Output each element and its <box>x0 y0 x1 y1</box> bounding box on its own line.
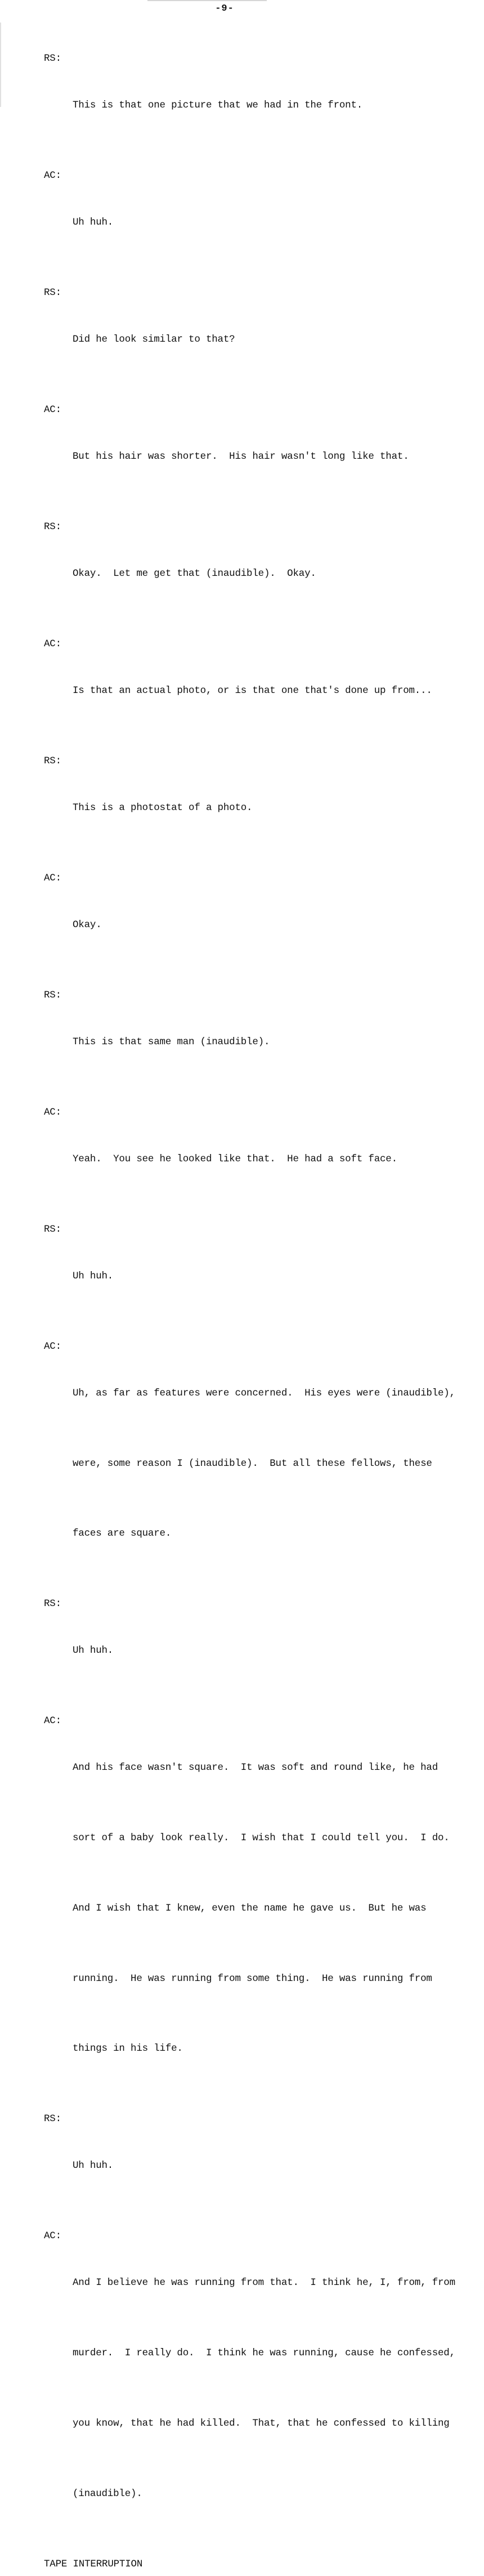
transcript-entry <box>44 867 472 984</box>
speech-line: And his face wasn't square. It was soft and round like, he had <box>73 1762 438 1774</box>
speech-line: murder. I really do. I think he was running, cause he confessed, <box>73 2347 455 2359</box>
transcript-entry <box>44 2108 472 2225</box>
speech-line: running. He was running from some thing. He was running from <box>73 1973 432 1984</box>
speaker-label: AC: <box>44 1106 61 1118</box>
speaker-label: AC: <box>44 1340 61 1352</box>
transcript-entry <box>44 1335 472 1593</box>
tape-interruption-note: TAPE INTERRUPTION <box>44 2558 143 2570</box>
transcript-entry <box>44 2225 472 2552</box>
transcript-entry <box>44 1593 472 1710</box>
speaker-label: AC: <box>44 169 61 181</box>
speaker-label: RS: <box>44 2113 61 2125</box>
speech-text <box>73 984 472 1101</box>
speaker-label: AC: <box>44 638 61 650</box>
speaker-label: AC: <box>44 872 61 884</box>
speech-line: things in his life. <box>73 2043 183 2055</box>
speaker-label: RS: <box>44 1223 61 1235</box>
speech-text <box>73 1593 472 1710</box>
speech-text <box>73 2108 472 2225</box>
speaker-label: RS: <box>44 53 61 64</box>
speaker-label: AC: <box>44 404 61 415</box>
speaker-label: RS: <box>44 1598 61 1610</box>
speech-line: This is that one picture that we had in the front. <box>73 100 363 111</box>
speech-line: Yeah. You see he looked like that. He had a soft face. <box>73 1153 397 1165</box>
speech-line: But his hair was shorter. His hair wasn't long like that. <box>73 451 409 463</box>
transcript-entry <box>44 281 472 399</box>
speech-text <box>73 1710 472 2108</box>
speech-text <box>73 750 472 867</box>
transcript-entry <box>44 984 472 1101</box>
speaker-label: AC: <box>44 2230 61 2242</box>
speech-text <box>73 867 472 984</box>
transcript-entry <box>44 1710 472 2108</box>
speaker-label: RS: <box>44 989 61 1001</box>
speech-line: Did he look similar to that? <box>73 334 235 346</box>
speech-text <box>73 1335 472 1593</box>
speech-line: faces are square. <box>73 1528 172 1540</box>
speech-line: And I believe he was running from that. I think he, I, from, from <box>73 2277 455 2289</box>
transcript-entry <box>44 1218 472 1335</box>
speech-line: Uh huh. <box>73 1270 114 1282</box>
speech-line: Okay. <box>73 919 102 931</box>
speech-line: Uh huh. <box>73 1645 114 1657</box>
speech-line: you know, that he had killed. That, that he confessed to killing <box>73 2417 450 2429</box>
speech-line: Uh, as far as features were concerned. His eyes were (inaudible), <box>73 1387 455 1399</box>
speech-text <box>73 633 472 750</box>
transcript-entry <box>44 516 472 633</box>
transcript-entry <box>44 750 472 867</box>
speech-text <box>73 516 472 633</box>
speech-text <box>73 2225 472 2552</box>
speech-text <box>73 1218 472 1335</box>
speech-line: (inaudible). <box>73 2488 142 2499</box>
top-rule <box>147 0 267 1</box>
speaker-label: RS: <box>44 755 61 767</box>
transcript-entry <box>44 47 472 164</box>
speech-line: were, some reason I (inaudible). But all these fellows, these <box>73 1457 432 1469</box>
transcript <box>44 47 472 2576</box>
page-number: -9- <box>215 3 234 14</box>
speech-line: Is that an actual photo, or is that one that's done up from... <box>73 685 432 697</box>
speech-line: This is that same man (inaudible). <box>73 1036 270 1048</box>
speaker-label: AC: <box>44 1715 61 1727</box>
speech-line: Okay. Let me get that (inaudible). Okay. <box>73 568 316 580</box>
speech-text <box>73 399 472 516</box>
transcript-entry <box>44 164 472 281</box>
speech-line: Uh huh. <box>73 217 114 229</box>
transcript-entry <box>44 1101 472 1218</box>
speech-line: Uh huh. <box>73 2160 114 2172</box>
speech-line: And I wish that I knew, even the name he gave us. But he was <box>73 1902 427 1914</box>
speaker-label: RS: <box>44 521 61 533</box>
scan-edge-mark <box>0 23 1 107</box>
speech-text <box>73 164 472 281</box>
transcript-entry <box>44 399 472 516</box>
transcript-entry <box>44 633 472 750</box>
speech-text <box>73 1101 472 1218</box>
speech-line: sort of a baby look really. I wish that I could tell you. I do. <box>73 1832 450 1844</box>
speech-line: This is a photostat of a photo. <box>73 802 253 813</box>
speech-text <box>73 47 472 164</box>
speech-text <box>73 281 472 399</box>
speaker-label: RS: <box>44 287 61 298</box>
